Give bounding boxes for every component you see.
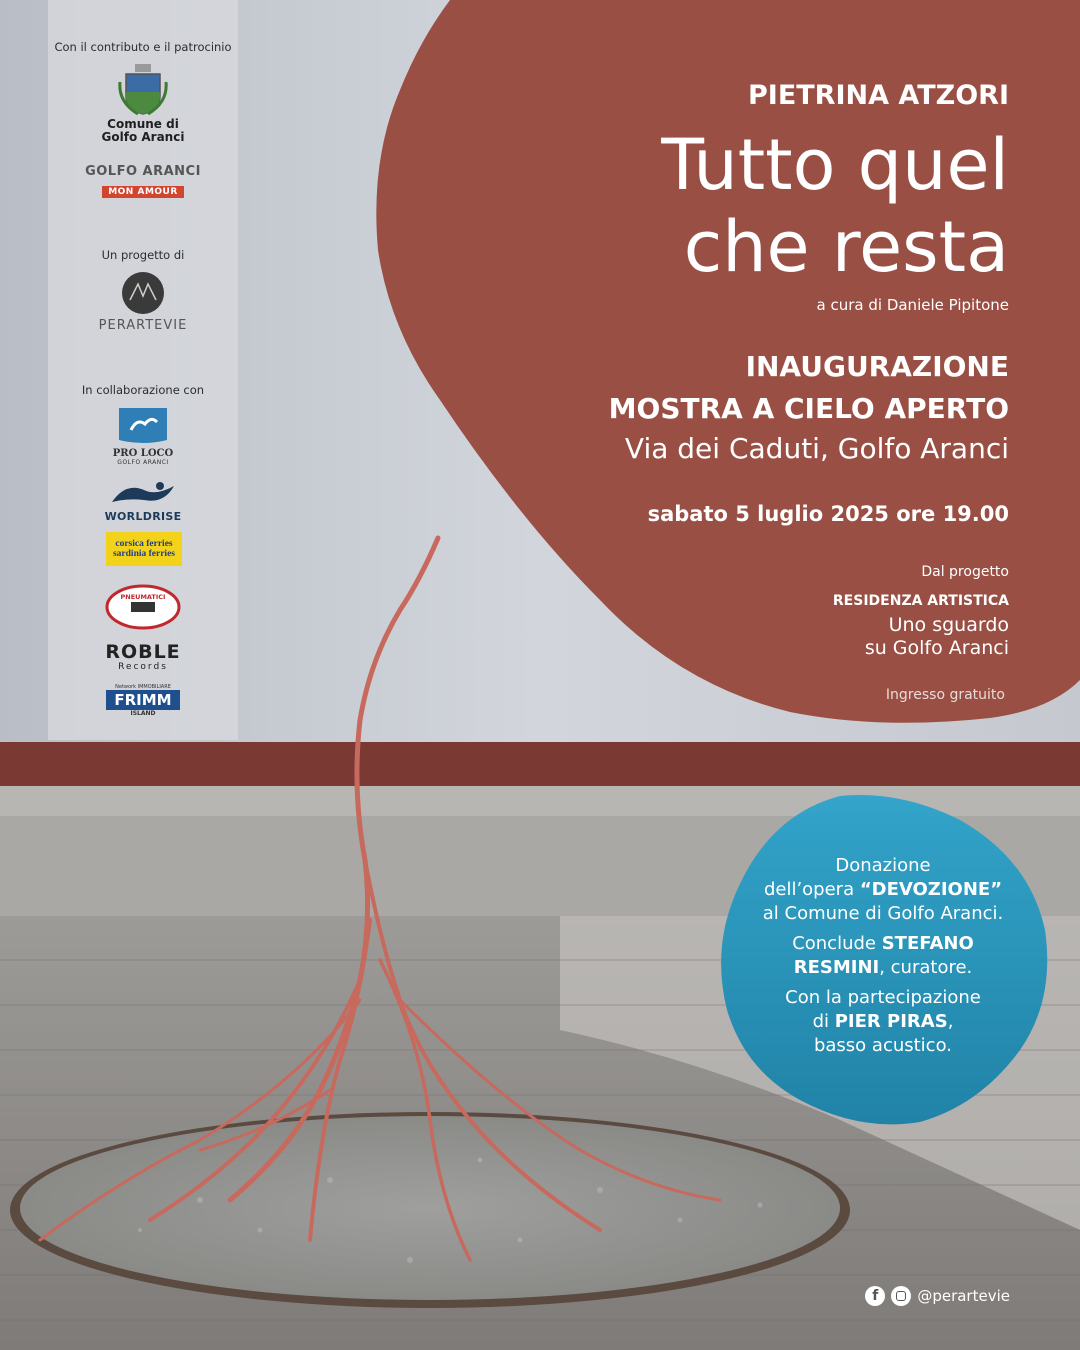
- corsica-ferries-logo: [106, 532, 182, 566]
- donation-line5b: , curatore.: [879, 957, 973, 978]
- social-handle[interactable]: @perartevie: [917, 1287, 1010, 1305]
- contributo-label: Con il contributo e il patrocinio: [54, 40, 232, 54]
- curator-first-name: STEFANO: [881, 933, 974, 954]
- instagram-icon[interactable]: [891, 1286, 911, 1306]
- exhibition-title: [661, 124, 1009, 288]
- donation-line7a: di: [812, 1011, 835, 1032]
- pro-loco-line2: GOLFO ARANCI: [117, 459, 169, 466]
- pro-loco-logo: [48, 406, 238, 450]
- residency-title-line2: su Golfo Aranci: [864, 637, 1009, 659]
- curator-last-name: RESMINI: [793, 957, 880, 978]
- perartevie-logo: [48, 270, 238, 320]
- wave-icon: [108, 480, 178, 506]
- donation-line7: [733, 1010, 1033, 1034]
- perartevie-logo-text: PERARTEVIE: [98, 318, 188, 333]
- event-heading: [609, 346, 1009, 430]
- event-datetime: sabato 5 luglio 2025 ore 19.00: [647, 502, 1009, 526]
- donation-text: [733, 854, 1033, 1058]
- corsica-line2: sardinia ferries: [112, 549, 175, 559]
- worldrise-text: WORLDRISE: [104, 510, 182, 523]
- musician-name: PIER PIRAS: [834, 1011, 948, 1032]
- worldrise-logo: [48, 480, 238, 510]
- artist-name: PIETRINA ATZORI: [747, 80, 1009, 111]
- residency-label: RESIDENZA ARTISTICA: [832, 593, 1009, 609]
- frimm-text: FRIMM: [106, 690, 179, 710]
- records-text: Records: [118, 662, 168, 672]
- donation-line1: Donazione: [835, 855, 931, 876]
- pneumatici-line1: PNEUMATICI: [120, 593, 166, 601]
- roble-records-logo: [48, 642, 238, 672]
- donation-line3: al Comune di Golfo Aranci.: [762, 903, 1004, 924]
- collaborazione-label: In collaborazione con: [81, 383, 205, 397]
- event-location: Via dei Caduti, Golfo Aranci: [624, 432, 1009, 465]
- sponsor-sidebar: [48, 0, 238, 740]
- social-handle-row: [865, 1286, 1010, 1306]
- mon-amour-badge: MON AMOUR: [102, 186, 184, 198]
- title-line2: che resta: [683, 206, 1009, 288]
- pneumatici-logo: [48, 584, 238, 634]
- donation-line7c: ,: [947, 1011, 954, 1032]
- facebook-icon[interactable]: f: [865, 1286, 885, 1306]
- residency-title-line1: Uno sguardo: [888, 614, 1009, 636]
- progetto-label: Un progetto di: [101, 248, 185, 262]
- pro-loco-line1: PRO LOCO: [112, 448, 174, 459]
- donation-line5: [733, 956, 1033, 980]
- frimm-logo: [48, 684, 238, 717]
- residency-title: [865, 614, 1009, 660]
- donation-line4: [733, 932, 1033, 956]
- perartevie-mark-icon: [120, 270, 166, 316]
- donation-line2a: dell’opera: [763, 879, 860, 900]
- frimm-bottom: ISLAND: [130, 710, 156, 717]
- entry-info: Ingresso gratuito: [885, 687, 1005, 703]
- event-line1: INAUGURAZIONE: [745, 350, 1009, 383]
- donation-line8: basso acustico.: [813, 1035, 953, 1056]
- artwork-name: “DEVOZIONE”: [859, 879, 1003, 900]
- donation-line6: Con la partecipazione: [785, 987, 981, 1008]
- pneumatici-line2: Fresu Formula: [123, 612, 163, 618]
- donation-line4a: Conclude: [792, 933, 882, 954]
- donation-line2: [733, 878, 1033, 902]
- golfo-aranci-mon-amour-logo: [48, 164, 238, 198]
- golfo-aranci-logo-text: GOLFO ARANCI: [85, 164, 201, 179]
- curator-credit: a cura di Daniele Pipitone: [816, 296, 1009, 314]
- corsica-line1: corsica ferries: [115, 539, 173, 549]
- project-label: Dal progetto: [921, 564, 1009, 580]
- roble-text: ROBLE: [105, 641, 181, 663]
- coat-of-arms-icon: [118, 62, 168, 116]
- frimm-top: Network IMMOBILIARE: [115, 684, 171, 690]
- comune-line1: Comune di: [107, 117, 179, 131]
- pneumatici-badge-icon: [105, 584, 181, 630]
- title-line1: Tutto quel: [661, 124, 1009, 206]
- comune-logo: [48, 62, 238, 120]
- event-line2: MOSTRA A CIELO APERTO: [608, 392, 1009, 425]
- pro-loco-shield-icon: [115, 406, 171, 446]
- comune-line2: Golfo Aranci: [101, 130, 185, 144]
